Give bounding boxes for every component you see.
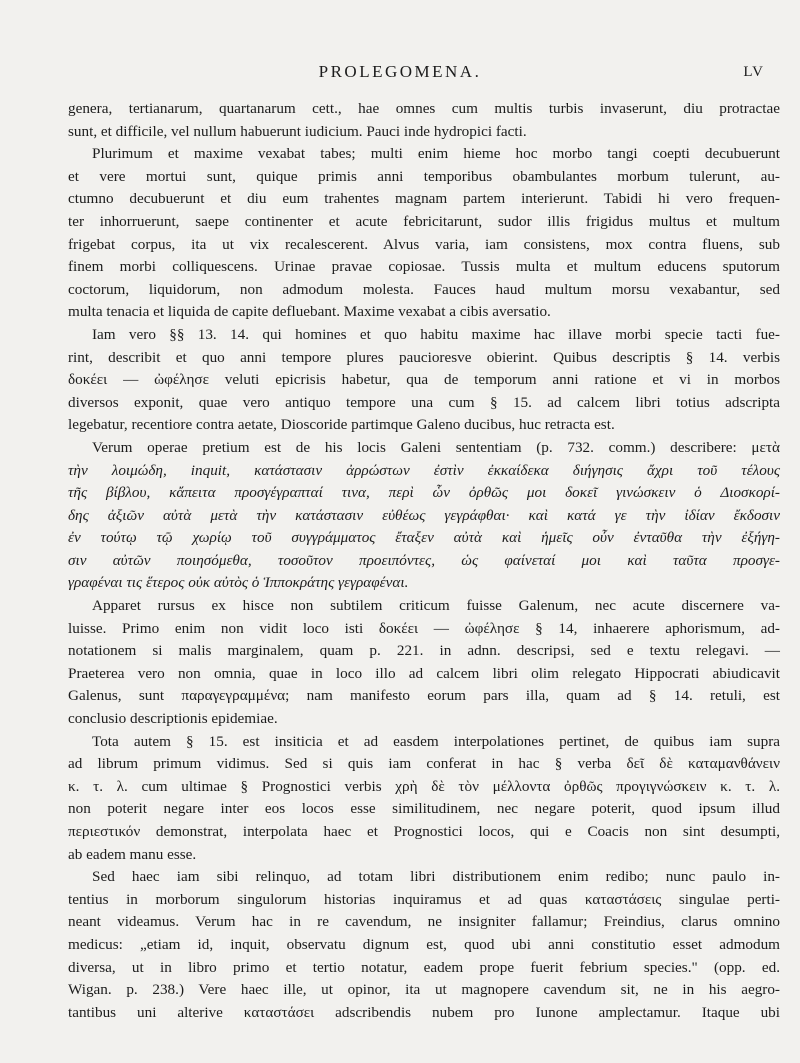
text-line: multa tenacia et liquida de capite defluebant. Maxime vexabat a cibis aversatio. <box>68 303 551 321</box>
text-line: luisse. Primo enim non vidit loco isti δοκέει — ὠφέλησε § 14, inhaerere aphorismum, ad- <box>68 619 780 637</box>
text-line: Verum operae pretium est de his locis Galeni sententiam (p. 732. comm.) describere: μετὰ <box>92 438 780 456</box>
text-line: δοκέει — ὠφέλησε veluti epicrisis habetur, qua de temporum anni ratione et vi in morbos <box>68 371 780 389</box>
text-line: Iam vero §§ 13. 14. qui homines et quo habitu maxime hac illave morbi specie tacti fue- <box>92 325 780 343</box>
text-line: ctumno decubuerunt et diu eum trahentes magnam partem interierunt. Tabidi hi vero frequen- <box>68 190 780 208</box>
text-line: et vere mortui sunt, quique primis anni temporibus obambulantes morbum tulerunt, au- <box>68 167 780 185</box>
text-line: diversos exponit, quae vero antiquo tempore una cum § 15. ad calcem libri totius adscripta <box>68 393 780 411</box>
text-line: rint, describit et quo anni tempore plures paucioresve obierint. Quibus descriptis § 14. verbis <box>68 348 780 366</box>
text-line: sunt, et difficile, vel nullum habuerunt iudicium. Pauci inde hydropici facti. <box>68 122 527 140</box>
text-line: Plurimum et maxime vexabat tabes; multi enim hieme hoc morbo tangi coepti decubuerunt <box>92 145 780 163</box>
body-text <box>68 98 780 1024</box>
text-line: legebatur, recentiore contra aetate, Dioscoride partimque Galeno ducibus, huc retracta est. <box>68 416 615 434</box>
text-line: ad librum primum vidimus. Sed si quis iam conferat in hac § verba δεῖ δὲ καταμανθάνειν <box>68 755 780 773</box>
text-line: conclusio descriptionis epidemiae. <box>68 710 278 728</box>
text-line: frigebat corpus, ita ut vix recalescerent. Alvus varia, iam consistens, mox contra fluens, sub <box>68 235 780 253</box>
text-line: Galenus, sunt παραγεγραμμένα; nam manifesto eorum pars illa, quam ad § 14. retuli, est <box>68 687 780 705</box>
text-line: Sed haec iam sibi relinquo, ad totam libri distributionem enim redibo; nunc paulo in- <box>92 868 780 886</box>
text-line: genera, tertianarum, quartanarum cett., hae omnes cum multis turbis invaserunt, diu protractae <box>68 100 780 117</box>
page-title: PROLEGOMENA. <box>318 62 482 81</box>
greek-text-line: τῆς βίβλου, κἄπειτα προσγέγραπταί τινα, περὶ ὧν ὀρθῶς μοι δοκεῖ γινώσκειν ὁ Διοσκορί- <box>68 484 780 502</box>
greek-text-line: σιν αὐτῶν ποιησόμεθα, τοσοῦτον προειπόντες, ὡς φαίνεταί μοι καὶ ταῦτα προσγε- <box>68 551 780 569</box>
greek-text-line: τὴν λοιμώδη, inquit, κατάστασιν ἀρρώστων ἐστὶν ἐκκαίδεκα διήγησις ἄχρι τοῦ τέλους <box>68 461 780 479</box>
text-line: περιεστικόν demonstrat, interpolata haec et Prognostici locos, qui e Coacis non sint desumpti, <box>68 823 780 840</box>
text-line: Wigan. p. 238.) Vere haec ille, ut opinor, ita ut magnopere cavendum sit, ne in his aegro- <box>68 981 780 999</box>
greek-text-line: γραφέναι τις ἕτερος οὐκ αὐτὸς ὁ Ἱπποκράτης γεγραφέναι. <box>68 574 409 592</box>
text-line: coctorum, liquidorum, non admodum molesta. Fauces haud multum morsu vexabantur, sed <box>68 280 780 298</box>
text-line: diversa, ut in libro primo et tertio notatur, eadem prope fuerit febrium species." (opp. ed. <box>68 958 780 976</box>
text-line: κ. τ. λ. cum ultimae § Prognostici verbis χρὴ δὲ τὸν μέλλοντα ὀρθῶς προγιγνώσκειν κ. τ. λ. <box>68 777 780 795</box>
page-number: LV <box>743 64 764 80</box>
text-line: notationem si malis marginalem, quam p. 221. in adnn. descripsi, sed e textu relegavi. — <box>68 642 780 660</box>
text-line: tentius in morborum singulorum historias inquiramus et ad quas καταστάσεις singulae perti- <box>68 890 780 908</box>
text-line: tantibus uni alterive καταστάσει adscribendis nubem pro Iunone amplectamur. Itaque ubi <box>68 1003 780 1021</box>
text-line: Apparet rursus ex hisce non subtilem criticum fuisse Galenum, nec acute discernere va- <box>92 597 780 615</box>
greek-text-line: ἐν τούτῳ τῷ χωρίῳ τοῦ συγγράμματος ἔταξεν αὐτὰ καὶ ἡμεῖς οὖν ἐνταῦθα τὴν ἐξήγη- <box>68 529 780 547</box>
running-head <box>0 62 800 84</box>
text-line: neant videamus. Verum hac in re cavendum, ne insigniter fallamur; Freindius, clarus omnino <box>68 913 780 931</box>
text-line: Praeterea vero non omnia, quae in loco illo ad calcem libri olim relegato Hippocrati abiudicavit <box>68 664 780 682</box>
text-line: medicus: „etiam id, inquit, observatu dignum est, quod ubi anni constitutio esset admodum <box>68 935 780 953</box>
greek-text-line: δης ἀξιῶν αὐτὰ μετὰ τὴν κατάστασιν εὐθέως γεγράφθαι· καὶ κατά γε τὴν ἰδίαν ἔκδοσιν <box>68 506 780 524</box>
text-line: ab eadem manu esse. <box>68 845 197 863</box>
text-line: non poterit negare inter eos locos esse similitudinem, nec negare poterit, quod ipsum illud <box>68 800 780 818</box>
text-line: Tota autem § 15. est insiticia et ad easdem interpolationes pertinet, de quibus iam supra <box>92 732 780 750</box>
text-line: finem morbi colliquescens. Urinae pravae copiosae. Tussis multa et multum educens sputorum <box>68 258 780 276</box>
text-line: ter inhorruerunt, saepe continenter et acute febricitarunt, sudor illis frigidus multus et multum <box>68 212 780 230</box>
